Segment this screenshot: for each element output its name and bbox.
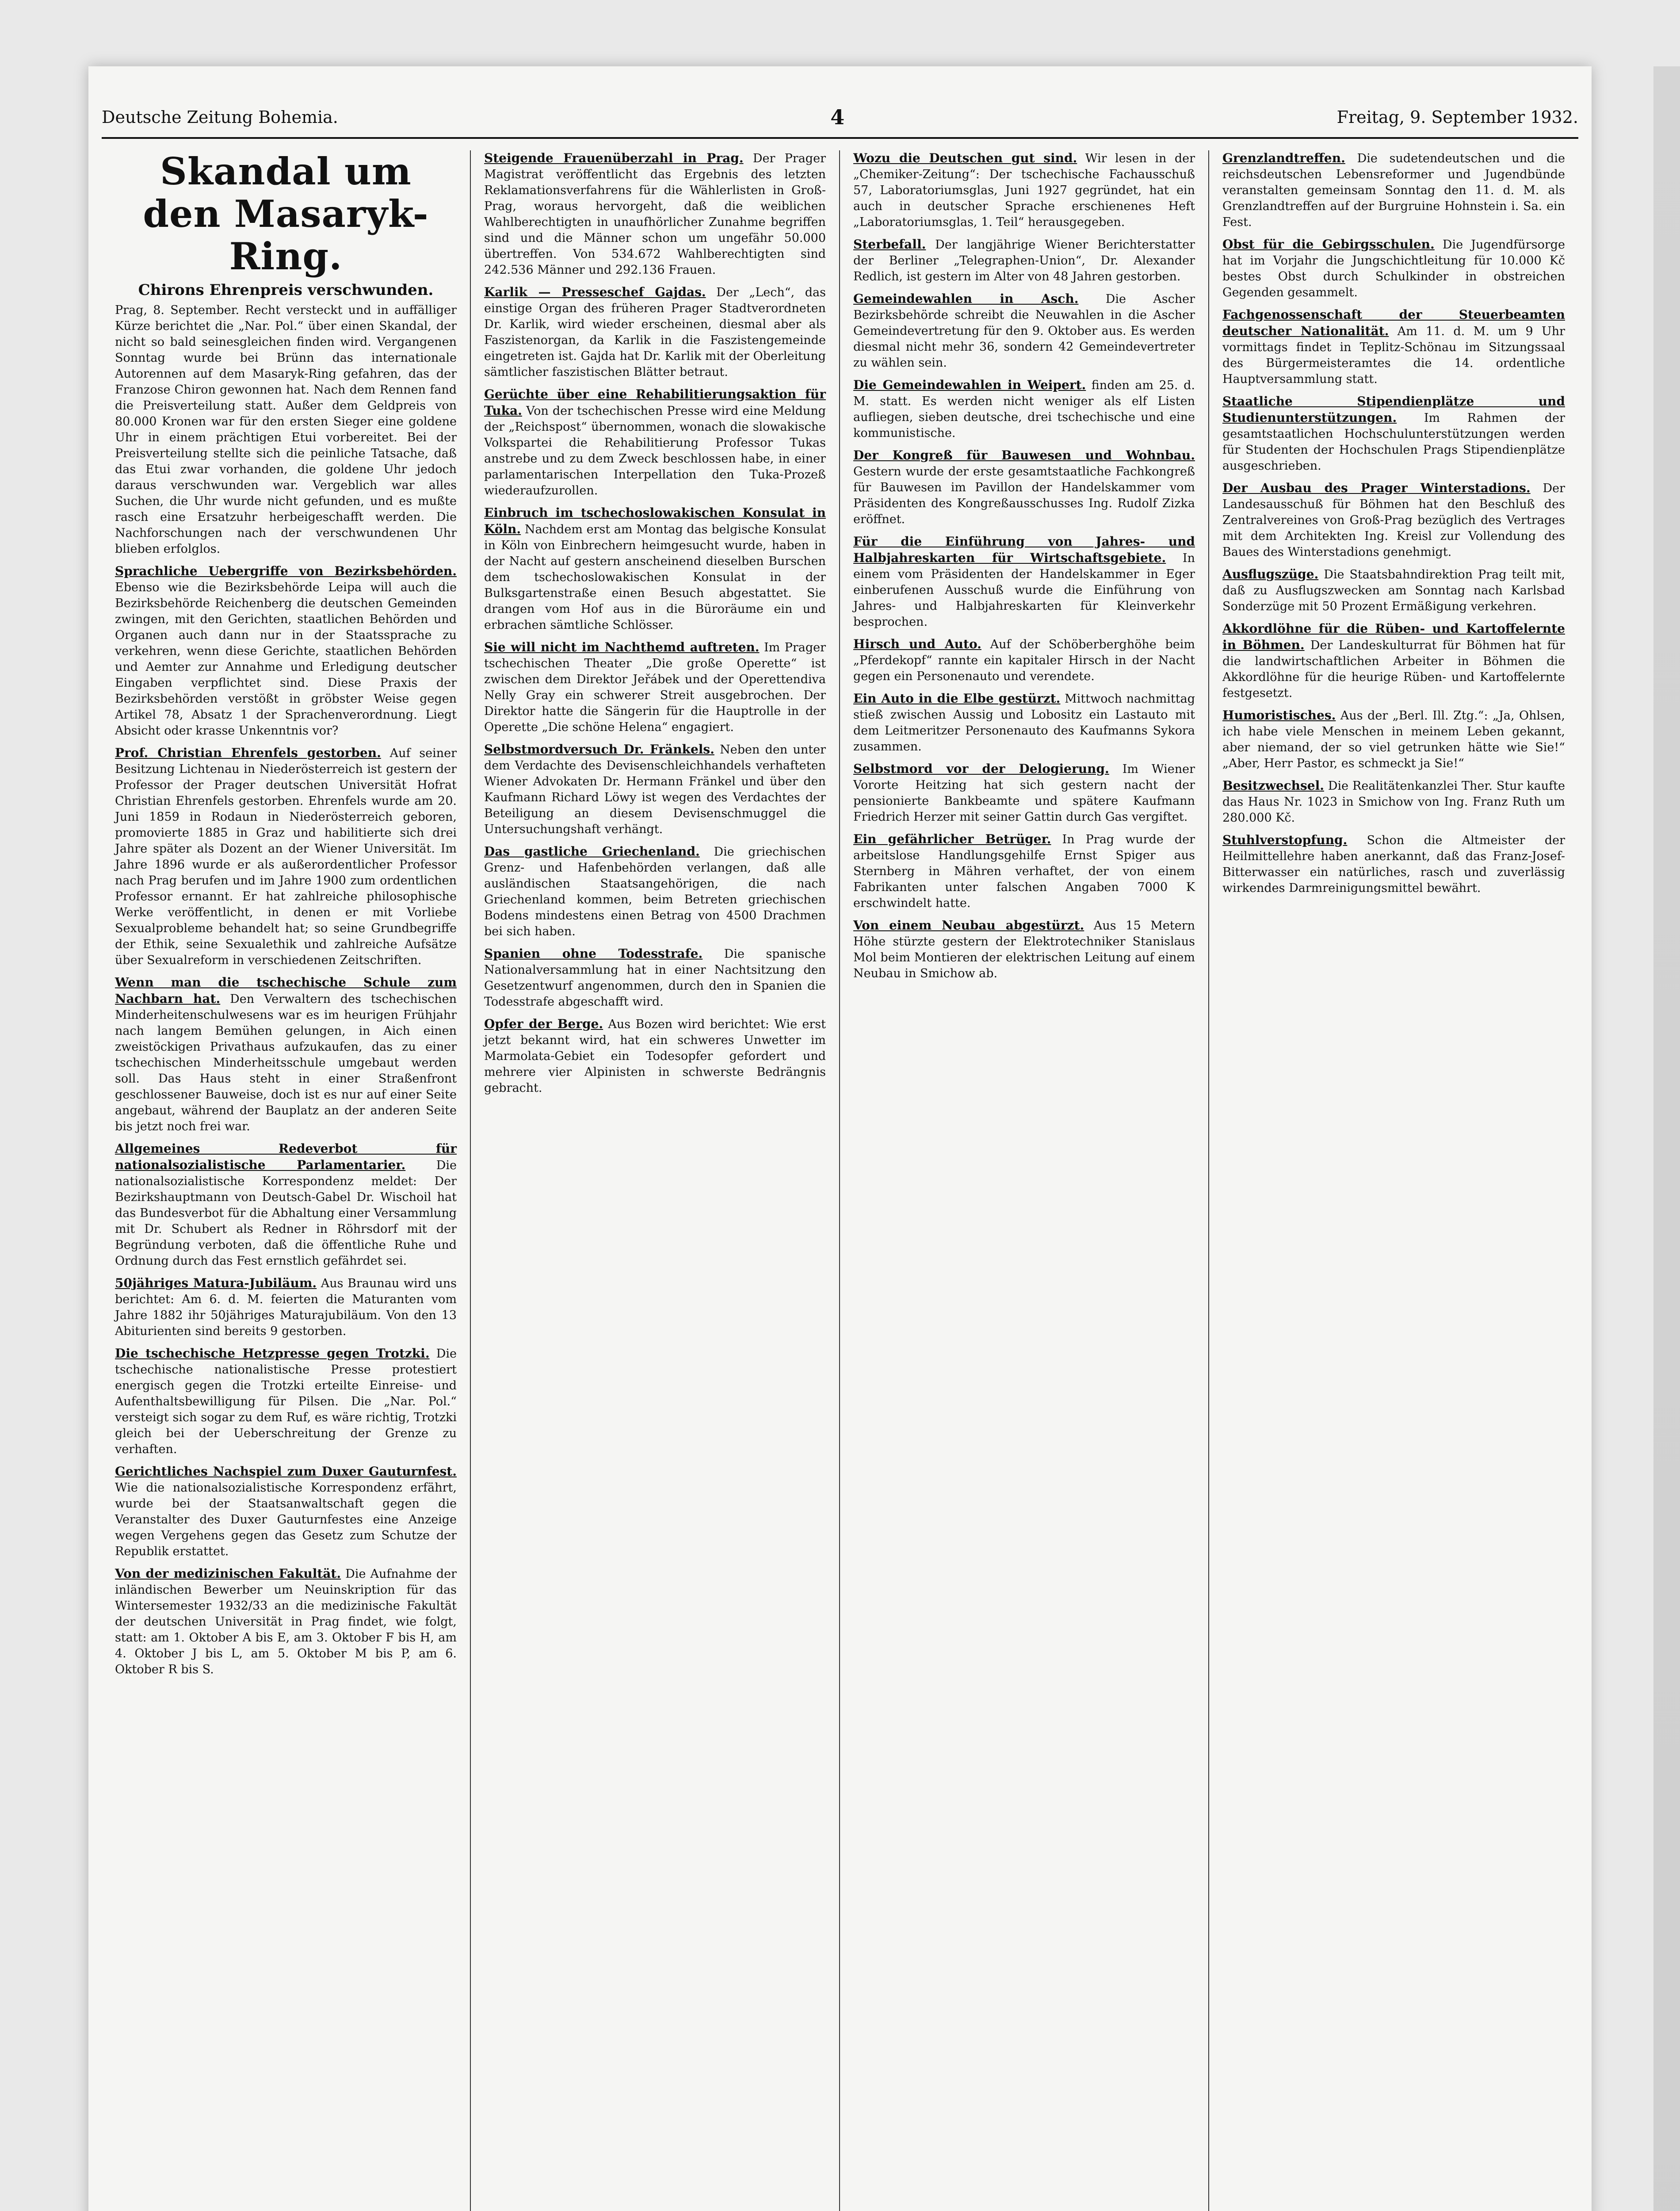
article-body: Die Staatsbahndirektion Prag teilt mit, daß zu Ausflugszwecken am Sonntag nach Karlsbad Sonderzüge mit 50 Prozent Ermäßigung verkehren. xyxy=(1222,568,1565,613)
article-heading: Ausflugszüge. xyxy=(1222,567,1319,581)
article-body: Der Prager Magistrat veröffentlicht das Ergebnis des letzten Reklamationsverfahrens für die Wählerlisten in Groß-Prag, woraus hervorgeht, daß die weiblichen Wahlberechtigten in unaufhörlicher Zunahme begriffen sind und die Männer schon um ungefähr 50.000 übertreffen. Von 534.672 Wahlberechtigten sind 242.536 Männer und 292.136 Frauen. xyxy=(484,152,826,277)
article xyxy=(1222,832,1565,896)
article-heading: Allgemeines Redeverbot für nationalsozialistische Parlamentarier. xyxy=(115,1141,457,1172)
article-body: Der Landeskulturrat für Böhmen hat für die landwirtschaftlichen Arbeiter in Böhmen die Akkordlöhne für die heurige Rüben- und Kartoffelernte festgesetzt. xyxy=(1222,639,1565,700)
article-heading: Gerüchte über eine Rehabilitierungsaktion für Tuka. xyxy=(484,387,826,418)
article-heading: Von der medizinischen Fakultät. xyxy=(115,1566,341,1581)
article xyxy=(1222,237,1565,301)
article xyxy=(853,150,1195,230)
article-body: Aus 15 Metern Höhe stürzte gestern der Elektrotechniker Stanislaus Mol beim Montieren der elektrischen Leitung auf einem Neubau in Smichow ab. xyxy=(853,919,1195,980)
article-body: Schon die Altmeister der Heilmittellehre haben anerkannt, daß das Franz-Josef-Bitterwasser ein natürliches, rasch und zuverlässig wirkendes Darmreinigungsmittel bewährt. xyxy=(1222,834,1565,895)
article-heading: Selbstmordversuch Dr. Fränkels. xyxy=(484,742,714,757)
article xyxy=(853,448,1195,528)
article-body: Neben den unter dem Verdachte des Devisenschleichhandels verhafteten Wiener Advokaten Dr. Hermann Fränkel und über den Kaufmann Richard Löwy ist wegen des Verdachtes der Beteiligung an diesem Devisenschmuggel die Untersuchungshaft verhängt. xyxy=(484,743,826,836)
article xyxy=(853,291,1195,371)
article-body: Die sudetendeutschen und die reichsdeutschen Lebensreformer und Jugendbünde veranstalten gemeinsam Sonntag den 11. d. M. als Grenzlandtreffen auf der Burgruine Hohnstein i. Sa. ein Fest. xyxy=(1222,152,1565,229)
article xyxy=(484,386,826,499)
article-heading: Für die Einführung von Jahres- und Halbjahreskarten für Wirtschaftsgebiete. xyxy=(853,534,1195,565)
article-heading: Karlik — Presseschef Gajdas. xyxy=(484,285,706,299)
scanner-edge-stripe xyxy=(1653,66,1680,2211)
article xyxy=(1222,566,1565,615)
paper-name: Deutsche Zeitung Bohemia. xyxy=(102,107,338,127)
article-body: In einem vom Präsidenten der Handelskammer in Eger einberufenen Ausschuß wurde die Einführung von Jahres- und Halbjahreskarten für Kleinverkehr besprochen. xyxy=(853,551,1195,629)
article xyxy=(853,237,1195,285)
article xyxy=(1222,621,1565,701)
newspaper-page xyxy=(88,66,1592,2211)
article-body: finden am 25. d. M. statt. Es werden nicht weniger als elf Listen aufliegen, sieben deutsche, drei tschechische und eine kommunistische. xyxy=(853,379,1195,440)
article-body: Die griechischen Grenz- und Hafenbehörden verlangen, daß alle ausländischen Staatsangehörigen, die nach Griechenland kommen, beim Betreten griechischen Bodens mindestens einen Betrag von 4500 Drachmen bei sich haben. xyxy=(484,845,826,938)
article-heading: Prof. Christian Ehrenfels gestorben. xyxy=(115,746,381,760)
article-heading: Wozu die Deutschen gut sind. xyxy=(853,151,1077,165)
article-heading: Gerichtliches Nachspiel zum Duxer Gauturnfest. xyxy=(115,1464,457,1479)
article xyxy=(1222,778,1565,826)
article-body: Gestern wurde der erste gesamtstaatliche Fachkongreß für Bauwesen im Pavillon der Handelskammer vom Präsidenten des Kongreßausschusses Ing. Rudolf Zizka eröffnet. xyxy=(853,465,1195,526)
article-heading: Hirsch und Auto. xyxy=(853,637,981,651)
article xyxy=(484,505,826,633)
article-body: Die Aufnahme der inländischen Bewerber um Neuinskription für das Wintersemester 1932/33 an die medizinische Fakultät der deutschen Universität in Prag findet, wie folgt, statt: am 1. Oktober A bis E, am 3. Oktober F bis H, am 4. Oktober J bis L, am 5. Oktober M bis P, am 6. Oktober R bis S. xyxy=(115,1567,457,1676)
article xyxy=(853,761,1195,825)
article-body: Von der tschechischen Presse wird eine Meldung der „Reichspost“ übernommen, wonach die slowakische Volkspartei die Rehabilitierung Professor Tukas anstrebe und zu dem Zweck beschlossen habe, in einer parlamentarischen Interpellation den Tuka-Prozeß wiederaufzurollen. xyxy=(484,404,826,497)
article xyxy=(115,975,457,1135)
article xyxy=(115,563,457,739)
article-heading: Einbruch im tschechoslowakischen Konsulat in Köln. xyxy=(484,505,826,536)
article-body: Die Jugendfürsorge hat im Vorjahr die Jungschichtleitung für 10.000 Kč bestes Obst durch Schulkinder in obstreichen Gegenden gesammelt. xyxy=(1222,238,1565,299)
masthead xyxy=(102,97,1578,139)
article-list xyxy=(1222,150,1565,896)
article-heading: Grenzlandtreffen. xyxy=(1222,151,1345,165)
article-list xyxy=(115,302,457,1678)
article-heading: Gemeindewahlen in Asch. xyxy=(853,291,1079,306)
article xyxy=(853,377,1195,441)
article-body: Auf seiner Besitzung Lichtenau in Niederösterreich ist gestern der Professor der Prager deutschen Universität Hofrat Christian Ehrenfels gestorben. Ehrenfels wurde am 20. Juni 1859 in Rodaun in Niederösterreich geboren, promovierte 1885 in Graz und habilitierte sich drei Jahre später als Dozent an der Wiener Universität. Im Jahre 1896 wurde er als außerordentlicher Professor nach Prag berufen und im Jahre 1900 zum ordentlichen Professor ernannt. Er hat zahlreiche philosophische Werke veröffentlicht, in denen er mit Vorliebe Sexualprobleme behandelt hat; so seine Grundbegriffe der Ethik, seine Sexualethik und zahlreiche Aufsätze über Sexualreform in verschiedenen Zeitschriften. xyxy=(115,746,457,967)
article-list xyxy=(853,150,1195,982)
article xyxy=(484,639,826,735)
article-body: Wir lesen in der „Chemiker-Zeitung“: Der tschechische Fachausschuß 57, Laboratoriumsglas, Juni 1927 gegründet, hat ein auch in deutscher Sprache erschienenes Heft „Laboratoriumsglas, 1. Teil“ herausgegeben. xyxy=(853,152,1195,229)
article-heading: Der Kongreß für Bauwesen und Wohnbau. xyxy=(853,448,1195,463)
article xyxy=(115,302,457,557)
article xyxy=(853,691,1195,755)
article-heading: Opfer der Berge. xyxy=(484,1017,603,1031)
subheadline: Chirons Ehrenpreis verschwunden. xyxy=(138,281,434,299)
article-body: Mittwoch nachmittag stieß zwischen Aussig und Lobositz ein Lastauto mit dem Leitmeritzer Personenauto des Kaufmanns Sykora zusammen. xyxy=(853,692,1195,754)
article-body: Die Realitätenkanzlei Ther. Stur kaufte das Haus Nr. 1023 in Smichow von Ing. Franz Ruth um 280.000 Kč. xyxy=(1222,779,1565,825)
column-4 xyxy=(1209,150,1578,2211)
article-list xyxy=(484,150,826,1096)
article-body: Der langjährige Wiener Berichterstatter der Berliner „Telegraphen-Union“, Dr. Alexander Redlich, ist gestern im Alter von 48 Jahren gestorben. xyxy=(853,238,1195,283)
article xyxy=(853,918,1195,982)
article-heading: Sterbefall. xyxy=(853,237,926,252)
article-body: Auf der Schöberberghöhe beim „Pferdekopf“ rannte ein kapitaler Hirsch in der Nacht gegen ein Personenauto und verendete. xyxy=(853,638,1195,683)
headline: Skandal um den Masaryk-Ring. xyxy=(143,150,429,278)
article-heading: Spanien ohne Todesstrafe. xyxy=(484,946,703,961)
article-body: Nachdem erst am Montag das belgische Konsulat in Köln von Einbrechern heimgesucht wurde, haben in der Nacht auf gestern anscheinend dieselben Burschen dem tschechoslowakischen Konsulat in der Bulksgartenstraße einen Besuch abgestattet. Sie drangen vom Hof aus in die Büroräume ein und erbrachen sämtliche Schlösser. xyxy=(484,523,826,632)
article-body: Aus Braunau wird uns berichtet: Am 6. d. M. feierten die Maturanten vom Jahre 1882 ihr 50jähriges Maturajubiläum. Von den 13 Abiturienten sind bereits 9 gestorben. xyxy=(115,1277,457,1338)
article xyxy=(1222,394,1565,474)
article-body: Die Ascher Bezirksbehörde schreibt die Neuwahlen in die Ascher Gemeindevertretung für den 9. Oktober aus. Es werden diesmal nicht mehr 36, sondern 42 Gemeindevertreter zu wählen sein. xyxy=(853,292,1195,370)
article-body: Ebenso wie die Bezirksbehörde Leipa will auch die Bezirksbehörde Reichenberg die deutschen Gemeinden zwingen, mit den Gerichten, staatlichen Behörden und Organen auch dann nur in der Staatssprache zu verkehren, wenn diese Gerichte, staatlichen Behörden und Aemter zur Annahme und Erledigung deutscher Eingaben verpflichtet sind. Diese Praxis der Bezirksbehörden verstößt in gröbster Weise gegen Artikel 78, Absatz 1 der Sprachenverordnung. Liegt Absicht oder krasse Unkenntnis vor? xyxy=(115,581,457,738)
article-heading: Ein gefährlicher Betrüger. xyxy=(853,832,1051,846)
article-heading: Ein Auto in die Elbe gestürzt. xyxy=(853,691,1061,706)
article-heading: Wenn man die tschechische Schule zum Nachbarn hat. xyxy=(115,975,457,1006)
article xyxy=(1222,480,1565,560)
article-heading: Sie will nicht im Nachthemd auftreten. xyxy=(484,640,760,654)
issue-date: Freitag, 9. September 1932. xyxy=(1336,107,1578,127)
article-heading: 50jähriges Matura-Jubiläum. xyxy=(115,1276,317,1290)
page-number: 4 xyxy=(830,105,845,129)
article xyxy=(1222,150,1565,230)
column-container xyxy=(102,150,1578,2211)
article xyxy=(484,946,826,1010)
column-3 xyxy=(840,150,1209,2211)
article xyxy=(484,150,826,278)
article xyxy=(115,1141,457,1269)
article-body: Im Prager tschechischen Theater „Die große Operette“ ist zwischen dem Direktor Jeřábek und der Operettendiva Nelly Gray ein schwerer Streit ausgebrochen. Der Direktor hatte die Sängerin für die Hauptrolle in der Operette „Die schöne Helena“ engagiert. xyxy=(484,641,826,734)
article xyxy=(115,1275,457,1339)
article xyxy=(484,284,826,380)
article xyxy=(1222,708,1565,772)
article-body: Die tschechische nationalistische Presse protestiert energisch gegen die Trotzki erteilte Einreise- und Aufenthaltsbewilligung für Pilsen. Die „Nar. Pol.“ versteigt sich sogar zu dem Ruf, es wäre richtig, Trotzki gleich bei der Ueberschreitung der Grenze zu verhaften. xyxy=(115,1347,457,1456)
article xyxy=(853,831,1195,911)
article-heading: Besitzwechsel. xyxy=(1222,778,1325,793)
article-heading: Selbstmord vor der Delogierung. xyxy=(853,761,1109,776)
article xyxy=(484,844,826,940)
article-body: In Prag wurde der arbeitslose Handlungsgehilfe Ernst Spiger aus Sternberg in Mähren verhaftet, der von einem Fabrikanten unter falschen Angaben 7000 K erschwindelt hatte. xyxy=(853,833,1195,910)
article-body: Der „Lech“, das einstige Organ des früheren Prager Stadtverordneten Dr. Karlik, wird wieder erscheinen, diesmal aber als Faszistenorgan, da Karlik in die Faszistengemeinde eingetreten ist. Gajda hat Dr. Karlik mit der Oberleitung sämtlicher faszistischen Blätter betraut. xyxy=(484,286,826,379)
article-heading: Sprachliche Uebergriffe von Bezirksbehörden. xyxy=(115,564,457,578)
article-body: Den Verwaltern des tschechischen Minderheitenschulwesens war es im heurigen Frühjahr nach langem Bemühen gelungen, in Aich einen zweistöckigen Privathaus aufzukaufen, das zu einer tschechischen Minderheitsschule umgebaut werden soll. Das Haus steht in einer Straßenfront geschlossener Bauweise, doch ist es nur auf einer Seite angebaut, während der Bauplatz an der anderen Seite bis jetzt noch frei war. xyxy=(115,992,457,1133)
article-body: Prag, 8. September. Recht versteckt und in auffälliger Kürze berichtet die „Nar. Pol.“ über einen Skandal, der nicht so bald seinesgleichen finden wird. Vergangenen Sonntag wurde bei Brünn das internationale Autorennen auf dem Masaryk-Ring gefahren, das der Franzose Chiron gewonnen hat. Nach dem Rennen fand die Preisverteilung statt. Außer dem Geldpreis von 80.000 Kronen war für den ersten Sieger eine goldene Uhr in einem prächtigen Etui vorbereitet. Bei der Preisverteilung stellte sich die peinliche Tatsache, daß das Etui zwar vorhanden, die goldene Uhr jedoch daraus verschwunden war. Vergeblich war alles Suchen, die Uhr wurde nicht gefunden, und es mußte rasch eine Ersatzuhr herbeigeschafft werden. Die Nachforschungen nach der verschwundenen Uhr blieben erfolglos. xyxy=(115,303,457,556)
article-heading: Die tschechische Hetzpresse gegen Trotzki. xyxy=(115,1346,430,1361)
article-heading: Steigende Frauenüberzahl in Prag. xyxy=(484,151,744,165)
article-heading: Die Gemeindewahlen in Weipert. xyxy=(853,378,1086,392)
article xyxy=(1222,307,1565,387)
article-body: Die spanische Nationalversammlung hat in einer Nachtsitzung den Gesetzentwurf angenommen, durch den in Spanien die Todesstrafe abgeschafft wird. xyxy=(484,947,826,1009)
article-body: Der Landesausschuß für Böhmen hat den Beschluß des Zentralvereines von Groß-Prag bezüglich des Vertrages mit dem Architekten Ing. Kreisl zur Vollendung des Baues des Winterstadions genehmigt. xyxy=(1222,482,1565,559)
article-body: Wie die nationalsozialistische Korrespondenz erfährt, wurde bei der Staatsanwaltschaft gegen die Veranstalter des Duxer Gauturnfestes eine Anzeige wegen Vergehens gegen das Gesetz zum Schutze der Republik erstattet. xyxy=(115,1481,457,1558)
article-body: Aus Bozen wird berichtet: Wie erst jetzt bekannt wird, hat ein schweres Unwetter im Marmolata-Gebiet ein Todesopfer gefordert und mehrere vier Alpinisten in schwerste Bedrängnis gebracht. xyxy=(484,1018,826,1095)
article-body: Am 11. d. M. um 9 Uhr vormittags findet in Teplitz-Schönau im Sitzungssaal des Bürgermeisteramtes die 14. ordentliche Hauptversammlung statt. xyxy=(1222,325,1565,386)
article-heading: Obst für die Gebirgsschulen. xyxy=(1222,237,1435,252)
article xyxy=(853,534,1195,630)
article-heading: Humoristisches. xyxy=(1222,708,1336,723)
article-heading: Von einem Neubau abgestürzt. xyxy=(853,918,1084,933)
article-body: Im Wiener Vororte Heitzing hat sich gestern nacht der pensionierte Bankbeamte und spätere Kaufmann Friedrich Herzer mit seiner Gattin durch Gas vergiftet. xyxy=(853,762,1195,824)
article-heading: Stuhlverstopfung. xyxy=(1222,833,1348,847)
article xyxy=(115,1566,457,1678)
column-2 xyxy=(471,150,840,2211)
article-body: Die nationalsozialistische Korrespondenz meldet: Der Bezirkshauptmann von Deutsch-Gabel Dr. Wischoil hat das Bundesverbot für die Abhaltung einer Versammlung mit Dr. Schubert als Redner in Röhrsdorf mit der Begründung verboten, daß die öffentliche Ruhe und Ordnung durch das Fest ernstlich gefährdet sei. xyxy=(115,1159,457,1268)
article xyxy=(115,1464,457,1560)
article xyxy=(484,1016,826,1096)
article xyxy=(484,742,826,838)
article-heading: Akkordlöhne für die Rüben- und Kartoffelernte in Böhmen. xyxy=(1222,621,1565,652)
article xyxy=(115,745,457,968)
article-heading: Das gastliche Griechenland. xyxy=(484,844,700,859)
article xyxy=(115,1346,457,1457)
article-body: Im Rahmen der gesamtstaatlichen Hochschulunterstützungen werden für Studenten der Hochschulen Prags Stipendienplätze ausgeschrieben. xyxy=(1222,411,1565,473)
article-heading: Fachgenossenschaft der Steuerbeamten deutscher Nationalität. xyxy=(1222,307,1565,338)
column-1 xyxy=(102,150,471,2211)
article-body: Aus der „Berl. Ill. Ztg.“: „Ja, Ohlsen, ich habe viele Menschen in meinem Leben gekannt, aber niemand, der so viel getrunken hätte wie Sie!“ „Aber, Herr Pastor, es schmeckt ja Sie!“ xyxy=(1222,709,1565,770)
article-heading: Der Ausbau des Prager Winterstadions. xyxy=(1222,481,1531,495)
article xyxy=(853,636,1195,685)
article-heading: Staatliche Stipendienplätze und Studienunterstützungen. xyxy=(1222,394,1565,425)
